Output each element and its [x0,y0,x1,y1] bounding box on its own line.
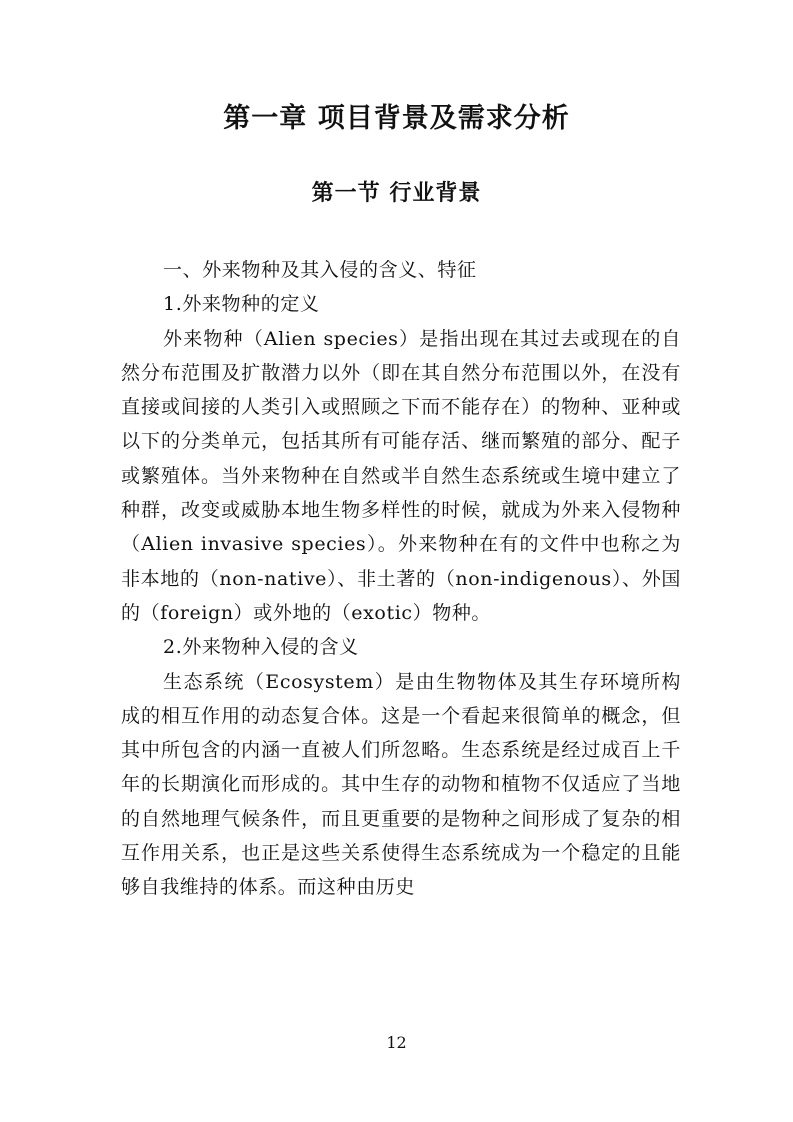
paragraph-ecosystem: 生态系统（Ecosystem）是由生物物体及其生存环境所构成的相互作用的动态复合体。这是一个看起来很简单的概念，但其中所包含的内涵一直被人们所忽略。生态系统是经过成百上千年的长期演化而形成的。其中生存的动物和植物不仅适应了当地的自然地理气候条件，而且更重要的是物种之间形成了复杂的相互作用关系，也正是这些关系使得生态系统成为一个稳定的且能够自我维持的体系。而这种由历史 [121,670,681,899]
chapter-title: 第一章 项目背景及需求分析 [223,103,570,134]
section-title: 第一节 行业背景 [311,181,482,206]
paragraph-alien-species-definition: 外来物种（Alien species）是指出现在其过去或现在的自然分布范围及扩散潜力以外（即在其自然分布范围以外，在没有直接或间接的人类引入或照顾之下而不能存在）的物种、亚种或以下的分类单元，包括其所有可能存活、继而繁殖的部分、配子或繁殖体。当外来物种在自然或半自然生态系统或生境中建立了种群，改变或威胁本地生物多样性的时候，就成为外来入侵物种（Alien invasive species）。外来物种在有的文件中也称之为非本地的（non-native）、非土著的（non-indigenous）、外国的（foreign）或外地的（exotic）物种。 [121,327,681,624]
document-body [121,253,681,905]
subheading-alien-species-meaning: 一、外来物种及其入侵的含义、特征 [163,259,477,281]
page-number: 12 [386,1033,407,1052]
subheading-invasion-meaning: 2.外来物种入侵的含义 [163,636,359,659]
subheading-definition: 1.外来物种的定义 [163,293,320,316]
